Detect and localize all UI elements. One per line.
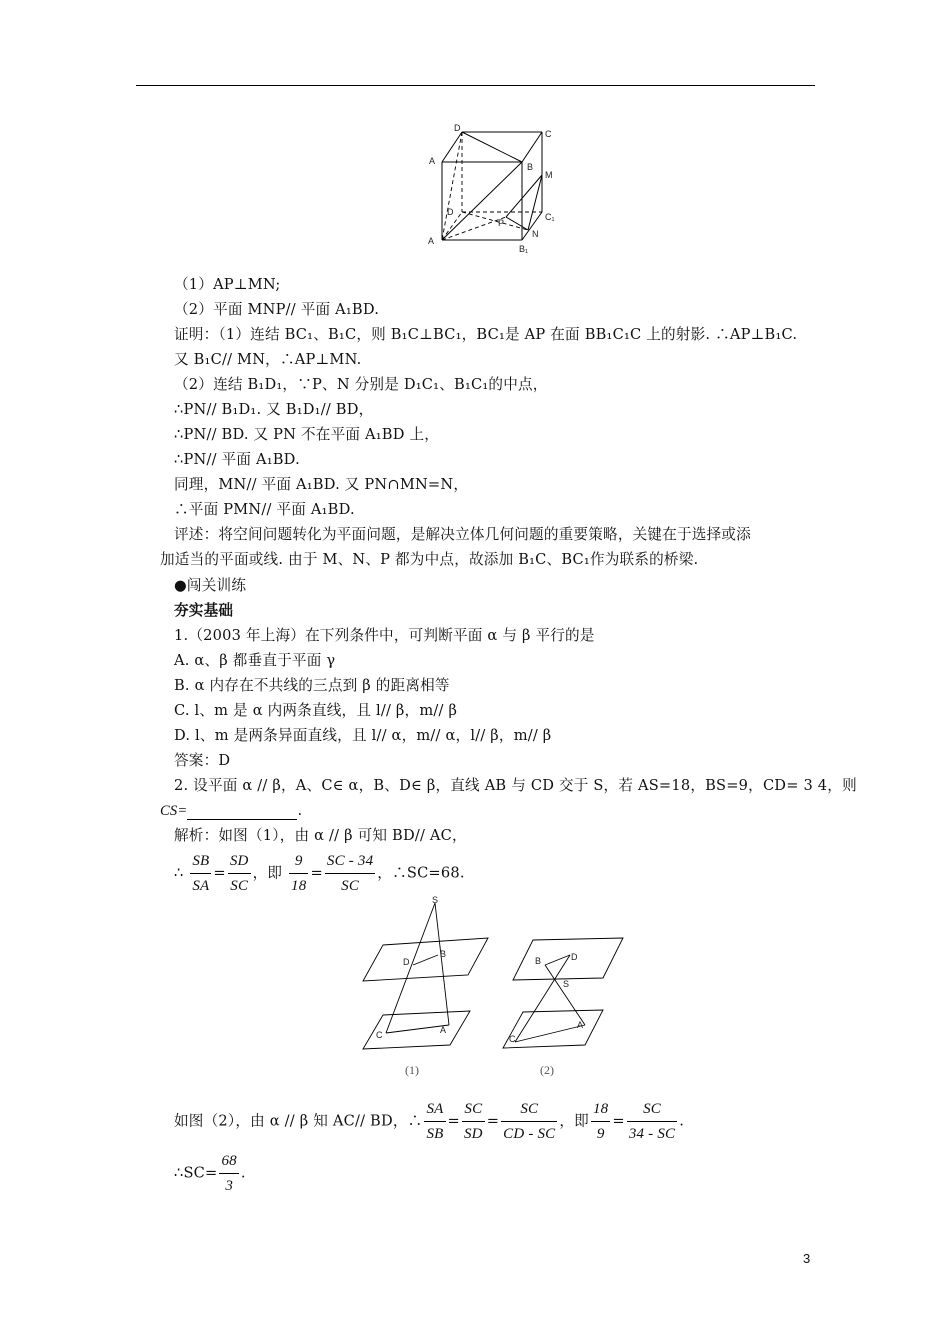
figure-label: D: [403, 957, 410, 967]
equation-2: 如图（2），由 α // β 知 AC// BD，∴ $\frac{SA}{SB}$ = $\frac{SC}{SD}$ = $\frac{SC}{CD - SC}$ ，即 $\frac{18}{9}$ = $\frac{SC}{34 - SC}$ .: [174, 1098, 684, 1145]
figure-caption-1: (1): [405, 1063, 419, 1077]
cube-label: A: [429, 156, 436, 166]
cube-label: M: [545, 170, 553, 180]
cube-label: D: [447, 207, 454, 217]
fraction: $\frac{18}{9}$: [591, 1098, 610, 1145]
option-c: C. l、m 是 α 内两条直线，且 l// β，m// β: [174, 702, 458, 719]
cube-label: C₁: [545, 212, 555, 222]
figure-label: C: [509, 1034, 516, 1044]
figure-label: B: [440, 949, 447, 959]
equation-1: ∴ $\frac{SB}{SA}$ = $\frac{SD}{SC}$ ，即 $\frac{9}{18}$ = $\frac{SC - 34}{SC}$ ，∴SC=68.: [174, 850, 465, 897]
text-line: （2）连结 B₁D₁，∵P、N 分别是 D₁C₁、B₁C₁的中点，: [174, 376, 548, 393]
therefore-symbol: ∴: [174, 864, 184, 882]
figure-label: A: [440, 1025, 447, 1035]
fraction: $\frac{9}{18}$: [289, 850, 308, 897]
figure-label: B: [535, 956, 542, 966]
answer: 答案：D: [174, 752, 231, 769]
fraction: $\frac{SD}{SC}$: [228, 850, 251, 897]
option-d: D. l、m 是两条异面直线，且 l// α，m// α，l// β，m// β: [174, 727, 552, 744]
analysis-line: 解析：如图（1），由 α // β 可知 BD// AC，: [174, 827, 467, 844]
fraction: $\frac{SC}{34 - SC}$: [627, 1098, 677, 1145]
cube-label: A: [428, 236, 435, 246]
fraction: $\frac{SC}{CD - SC}$: [501, 1098, 557, 1145]
text-line: 评述：将空间问题转化为平面问题，是解决立体几何问题的重要策略，关键在于选择或添: [174, 526, 751, 543]
section-heading: ●闯关训练: [174, 577, 247, 594]
answer-blank: [187, 805, 297, 820]
page-number: 3: [803, 1251, 811, 1266]
cube-label: N: [532, 229, 539, 239]
cube-label: P: [498, 218, 505, 228]
figure-label: S: [563, 979, 570, 989]
text-line: （2）平面 MNP// 平面 A₁BD.: [174, 301, 380, 318]
fraction: $\frac{SB}{SA}$: [190, 850, 211, 897]
option-b: B. α 内存在不共线的三点到 β 的距离相等: [174, 677, 450, 694]
equation-3: ∴SC= $\frac{68}{3}$ .: [174, 1150, 246, 1197]
text-line: 加适当的平面或线. 由于 M、N、P 都为中点，故添加 B₁C、BC₁作为联系的桥梁.: [160, 551, 699, 568]
figure-caption-2: (2): [540, 1063, 554, 1077]
question-1: 1.（2003 年上海）在下列条件中，可判断平面 α 与 β 平行的是: [174, 627, 595, 644]
cube-label: C: [545, 129, 552, 139]
fraction: $\frac{SC - 34}{SC}$: [325, 850, 375, 897]
cube-label: D: [454, 123, 461, 133]
figure-label: C: [376, 1030, 383, 1040]
option-a: A. α、β 都垂直于平面 γ: [174, 652, 336, 669]
text-line: ∴PN// B₁D₁. 又 B₁D₁// BD，: [174, 401, 374, 418]
text-line: ∴平面 PMN// 平面 A₁BD.: [174, 501, 355, 518]
question-2: 2. 设平面 α // β，A、C∈ α，B、D∈ β，直线 AB 与 CD 交于 S，若 AS=18，BS=9，CD= 3 4，则: [174, 777, 857, 794]
figure-label: A: [577, 1020, 584, 1030]
cube-label: B: [527, 162, 534, 172]
section-subheading: 夯实基础: [174, 602, 234, 619]
figure-label: D: [571, 952, 578, 962]
header-rule: [136, 85, 815, 86]
planes-figure-1: [358, 893, 493, 1053]
text-line: 证明：（1）连结 BC₁、B₁C，则 B₁C⊥BC₁，BC₁是 AP 在面 BB₁C₁C 上的射影. ∴AP⊥B₁C.: [174, 326, 798, 343]
text-line: （1）AP⊥MN;: [174, 276, 281, 293]
text-line: 又 B₁C// MN，∴AP⊥MN.: [174, 351, 362, 368]
cs-label: CS=: [160, 803, 188, 819]
text-line: ∴PN// BD. 又 PN 不在平面 A₁BD 上，: [174, 426, 440, 443]
planes-figure-2: [495, 930, 630, 1055]
text-line: 同理，MN// 平面 A₁BD. 又 PN∩MN=N，: [174, 476, 469, 493]
fraction: $\frac{SC}{SD}$: [462, 1098, 485, 1145]
fraction: $\frac{SA}{SB}$: [424, 1098, 445, 1145]
text-line: ∴PN// 平面 A₁BD.: [174, 451, 300, 468]
question-2-blank-line: CS= .: [160, 802, 303, 819]
cube-label: B₁: [519, 244, 529, 254]
fraction: $\frac{68}{3}$: [219, 1150, 238, 1197]
figure-label: S: [432, 895, 439, 905]
cube-figure: [420, 120, 570, 260]
